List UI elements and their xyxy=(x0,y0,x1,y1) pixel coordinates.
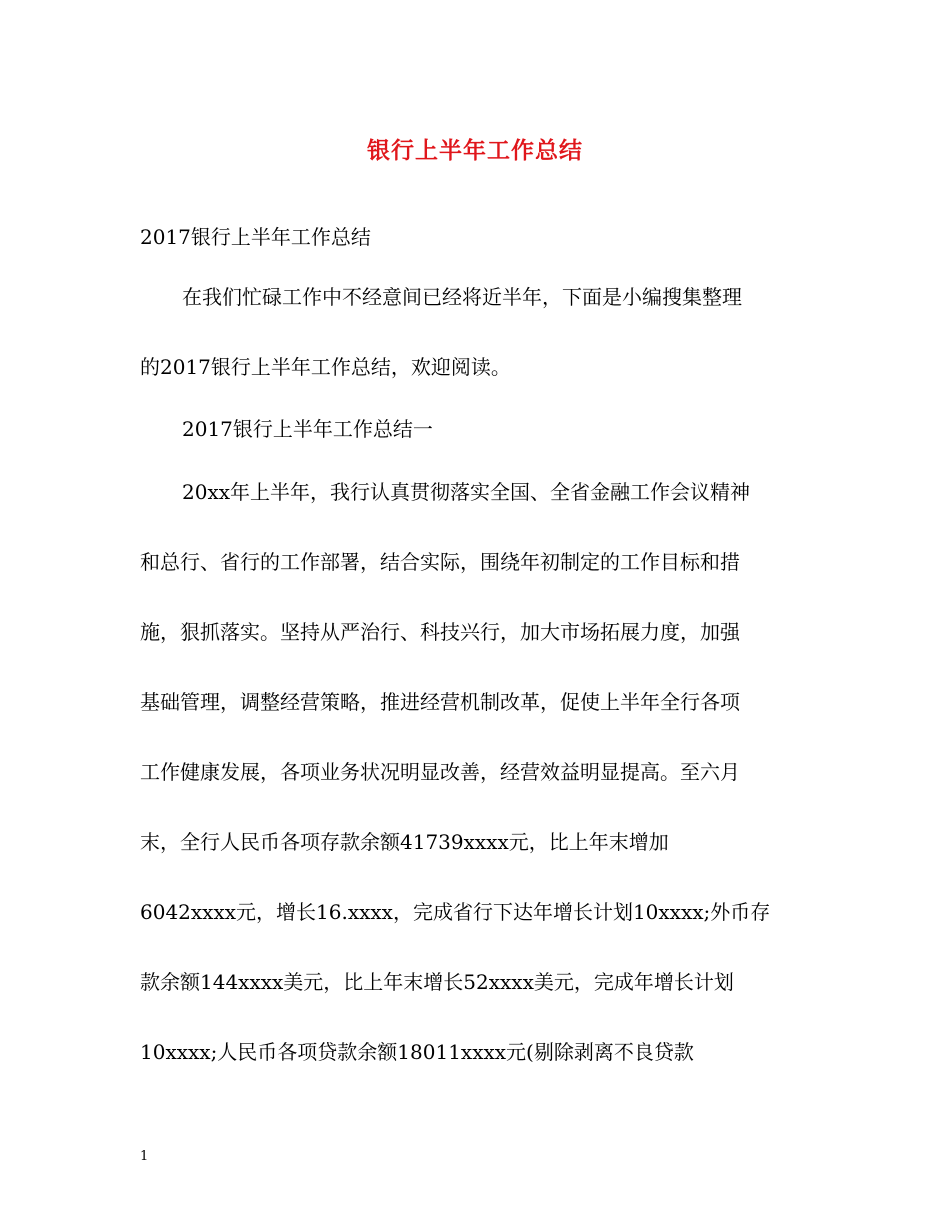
paragraph-line: 款余额144xxxx美元，比上年末增长52xxxx美元，完成年增长计划 xyxy=(140,970,734,994)
paragraph-line: 和总行、省行的工作部署，结合实际，围绕年初制定的工作目标和措 xyxy=(140,550,740,574)
paragraph-line: 在我们忙碌工作中不经意间已经将近半年，下面是小编搜集整理 xyxy=(182,285,742,309)
paragraph-line: 施，狠抓落实。坚持从严治行、科技兴行，加大市场拓展力度，加强 xyxy=(140,620,740,644)
paragraph-line: 工作健康发展，各项业务状况明显改善，经营效益明显提高。至六月 xyxy=(140,760,740,784)
paragraph-line: 末，全行人民币各项存款余额41739xxxx元，比上年末增加 xyxy=(140,830,669,854)
page-number: 1 xyxy=(140,1149,149,1164)
paragraph-line: 20xx年上半年，我行认真贯彻落实全国、全省金融工作会议精神 xyxy=(182,480,751,504)
paragraph-line: 基础管理，调整经营策略，推进经营机制改革，促使上半年全行各项 xyxy=(140,690,740,714)
paragraph-line: 10xxxx;人民币各项贷款余额18011xxxx元(剔除剥离不良贷款 xyxy=(140,1040,694,1064)
document-title: 银行上半年工作总结 xyxy=(367,137,583,164)
paragraph-line: 的2017银行上半年工作总结，欢迎阅读。 xyxy=(140,355,511,379)
paragraph-line: 6042xxxx元，增长16.xxxx，完成省行下达年增长计划10xxxx;外币存 xyxy=(140,900,771,924)
section-heading: 2017银行上半年工作总结一 xyxy=(182,417,433,441)
document-subtitle: 2017银行上半年工作总结 xyxy=(140,225,371,249)
